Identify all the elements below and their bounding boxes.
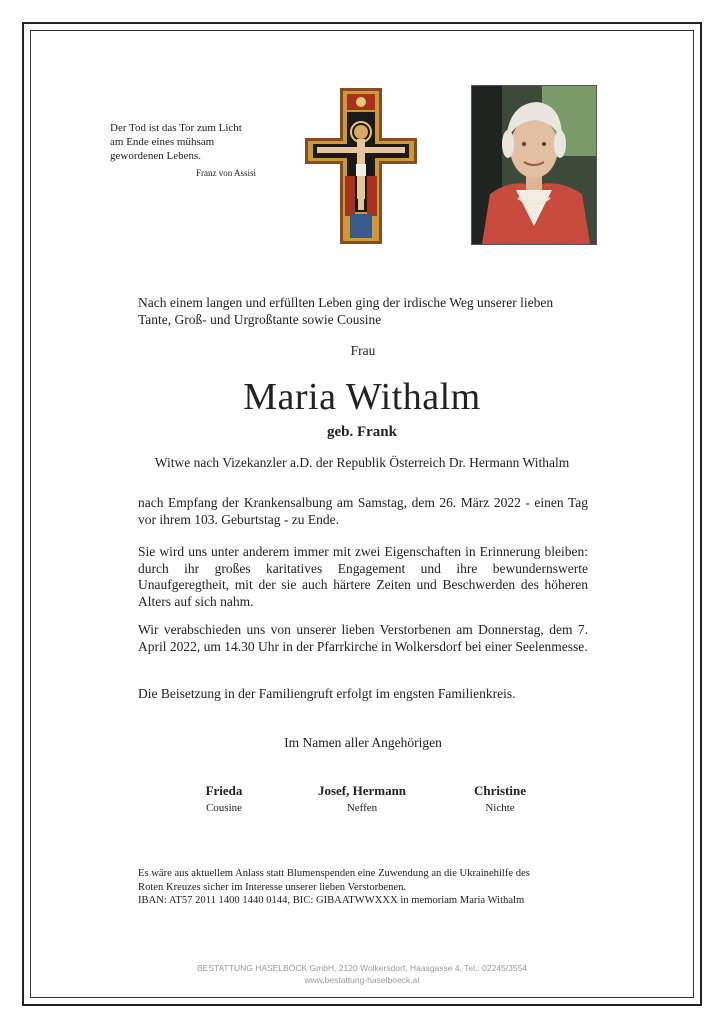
intro-line: Tante, Groß- und Urgroßtante sowie Cousine (138, 311, 382, 327)
footer-company: BESTATTUNG HASELBÖCK GmbH, 2120 Wolkersdorf, Haasgasse 4, Tel.: 02245/3554 (196, 963, 528, 973)
burial-paragraph: Die Beisetzung in der Familiengruft erfolgt im engsten Familienkreis. (138, 686, 516, 701)
farewell-paragraph: Wir verabschieden uns von unserer lieben Verstorbenen am Donnerstag, dem 7. April 2022, um 14.30 Uhr in der Pfarrkirche in Wolkersdorf bei einer Seelenmesse. (138, 622, 588, 654)
deceased-name: Maria Withalm (243, 376, 481, 418)
donation-line: Roten Kreuzes sicher im Interesse unserer lieben Verstorbenen. (138, 881, 407, 893)
footer (0, 962, 724, 986)
on-behalf-text: Im Namen aller Angehörigen (284, 735, 442, 750)
signer-relation: Nichte (485, 802, 515, 814)
donation-note (138, 867, 608, 908)
intro-line: Nach einem langen und erfüllten Leben ging der irdische Weg unserer lieben (138, 295, 554, 310)
signer (154, 783, 294, 814)
deceased-title: Witwe nach Vizekanzler a.D. der Republik Österreich Dr. Hermann Withalm (154, 455, 570, 470)
quote-author: Franz von Assisi (195, 168, 256, 178)
salutation: Frau (350, 343, 376, 358)
quote-line: Der Tod ist das Tor zum Licht (110, 122, 242, 134)
death-paragraph: nach Empfang der Krankensalbung am Samstag, dem 26. März 2022 - einen Tag vor ihrem 103. Geburtstag - zu Ende. (138, 495, 588, 527)
quote-line: gewordenen Lebens. (110, 150, 202, 162)
memory-paragraph: Sie wird uns unter anderem immer mit zwei Eigenschaften in Erinnerung bleiben: durch ihr großes karitatives Engagement und ihre bewundernswerte Unaufgeregtheit, mit der sie auch härtere Zeiten und Beschwerden des höheren Alters auf sich nahm. (138, 544, 588, 609)
quote-block (110, 121, 270, 180)
portrait-photo (471, 85, 597, 245)
signer (292, 783, 432, 814)
intro-text (138, 295, 588, 328)
signer-relation: Neffen (346, 802, 378, 814)
donation-line: Es wäre aus aktuellem Anlass statt Blumenspenden eine Zuwendung an die Ukrainehilfe des (138, 868, 530, 879)
portrait-image (472, 86, 596, 244)
signer-name: Christine (474, 783, 526, 798)
signer-name: Josef, Hermann (317, 783, 407, 798)
san-damiano-cross-icon (303, 86, 419, 246)
signer-name: Frieda (205, 783, 243, 798)
signer (430, 783, 570, 814)
signer-relation: Cousine (205, 802, 243, 814)
quote-line: am Ende eines mühsam (110, 136, 215, 148)
bank-details: IBAN: AT57 2011 1400 1440 0144, BIC: GIBAATWWXXX in memoriam Maria Withalm (138, 895, 525, 906)
maiden-name: geb. Frank (326, 424, 397, 440)
footer-website[interactable]: www.bestattung-haselboeck.at (304, 975, 420, 985)
